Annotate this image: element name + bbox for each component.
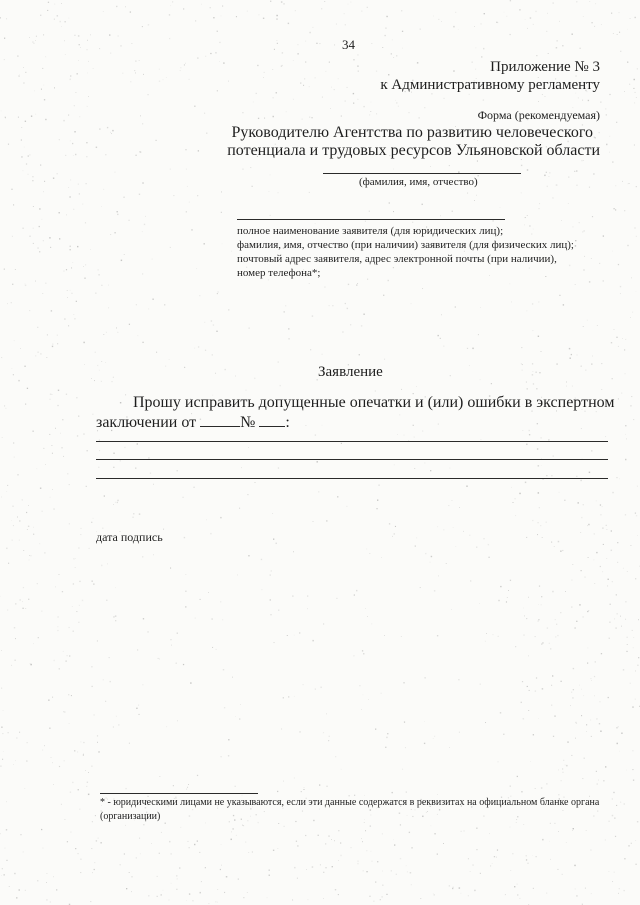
text-blank-line-2 <box>96 459 608 460</box>
page-number: 34 <box>342 37 355 52</box>
footnote-separator <box>100 793 258 794</box>
document-title: Заявление <box>318 364 383 380</box>
addressee-line-2: потенциала и трудовых ресурсов Ульяновской области <box>227 142 600 159</box>
number-blank <box>259 413 285 427</box>
addressee-line-1: Руководителю Агентства по развитию человеческого <box>231 124 593 141</box>
date-blank <box>200 413 240 427</box>
request-line-2-start: заключении от <box>96 414 197 431</box>
applicant-info-line: полное наименование заявителя (для юридических лиц); <box>237 225 504 237</box>
request-line-1: Прошу исправить допущенные опечатки и (или) ошибки в экспертном <box>133 394 615 411</box>
applicant-blank-line <box>237 219 505 220</box>
request-line-2 <box>96 413 290 432</box>
number-sign: № <box>240 414 256 431</box>
fio-blank-line <box>323 173 521 174</box>
applicant-info-line: фамилия, имя, отчество (при наличии) заявителя (для физических лиц); <box>237 239 574 251</box>
text-blank-line-1 <box>96 441 608 442</box>
date-signature-label: дата подпись <box>96 530 163 544</box>
form-note: Форма (рекомендуемая) <box>477 108 600 122</box>
fio-caption: (фамилия, имя, отчество) <box>359 176 478 188</box>
appendix-to-label: к Административному регламенту <box>380 77 600 93</box>
request-line-2-end: : <box>285 414 290 431</box>
applicant-info-line: почтовый адрес заявителя, адрес электронной почты (при наличии), <box>237 253 557 265</box>
footnote: * - юридическими лицами не указываются, если эти данные содержатся в реквизитах на официальном бланке органа (организации) <box>100 797 600 822</box>
text-blank-line-3 <box>96 478 608 479</box>
applicant-info-line: номер телефона*; <box>237 267 321 279</box>
applicant-info <box>237 224 617 280</box>
appendix-label: Приложение № 3 <box>490 59 600 75</box>
